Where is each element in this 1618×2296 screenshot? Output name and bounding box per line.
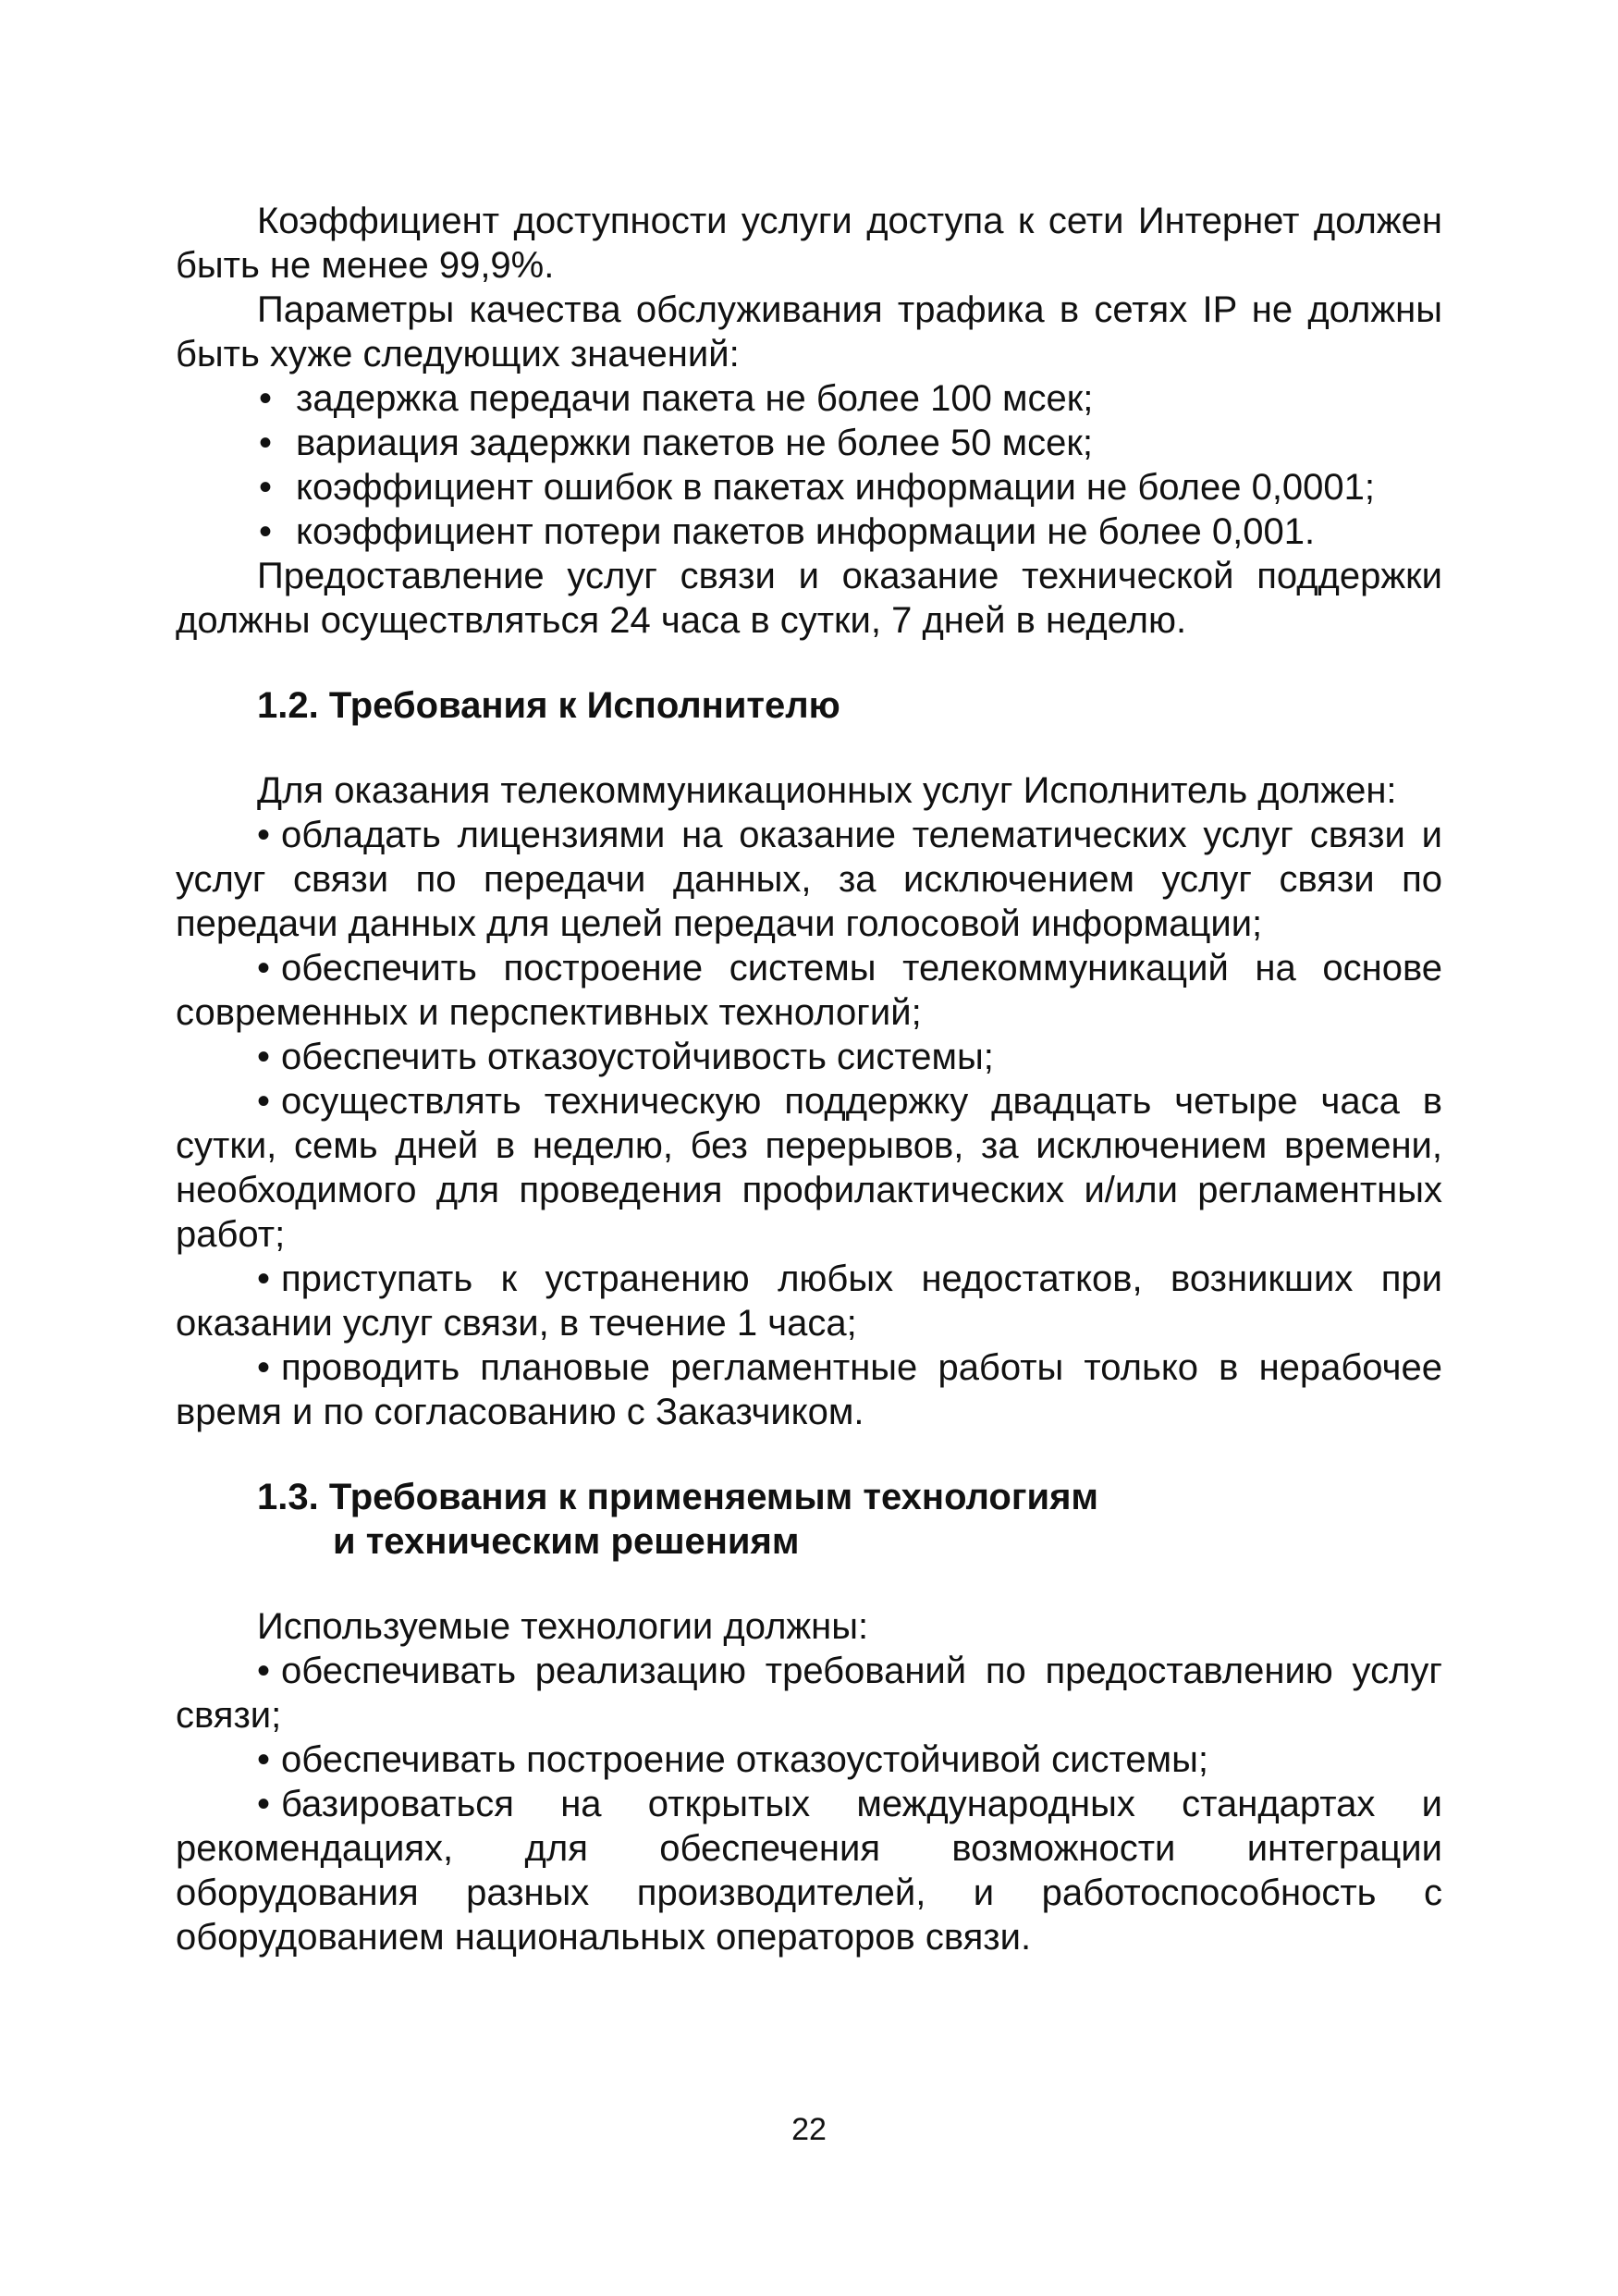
contractor-lead-paragraph: Для оказания телекоммуникационных услуг Исполнитель должен: xyxy=(257,770,1397,811)
list-item: • обеспечивать построение отказоустойчивой системы; xyxy=(257,1739,1208,1780)
list-item: • вариация задержки пакетов не более 50 мсек; xyxy=(257,421,1442,465)
support-paragraph: Предоставление услуг связи и оказание технической поддержки должны осуществляться 24 часа в сутки, 7 дней в неделю. xyxy=(176,556,1442,641)
list-item: • коэффициент потери пакетов информации не более 0,001. xyxy=(257,510,1442,554)
section-heading-1-2: 1.2. Требования к Исполнителю xyxy=(257,685,840,726)
list-item: • обеспечить построение системы телекоммуникаций на основе современных и перспективных технологий; xyxy=(176,948,1442,1033)
qos-list xyxy=(176,376,1442,554)
contractor-requirements-list xyxy=(176,813,1442,1434)
list-item: • проводить плановые регламентные работы только в нерабочее время и по согласованию с Заказчиком. xyxy=(176,1347,1442,1432)
technology-lead-paragraph: Используемые технологии должны: xyxy=(257,1606,869,1647)
list-item: • приступать к устранению любых недостатков, возникших при оказании услуг связи, в течение 1 часа; xyxy=(176,1259,1442,1344)
qos-lead-paragraph: Параметры качества обслуживания трафика в сетях IP не должны быть хуже следующих значений: xyxy=(176,289,1442,374)
page-number: 22 xyxy=(791,2112,827,2147)
technology-requirements-list xyxy=(176,1649,1442,1959)
list-item: • базироваться на открытых международных стандартах и рекомендациях, для обеспечения возможности интеграции оборудования разных производителей, и работоспособность с оборудованием национальных операторов связи. xyxy=(176,1784,1442,1958)
document-page xyxy=(176,199,1442,1959)
list-item: • коэффициент ошибок в пакетах информации не более 0,0001; xyxy=(257,465,1442,510)
list-item: • обладать лицензиями на оказание телематических услуг связи и услуг связи по передачи данных, за исключением услуг связи по передачи данных для целей передачи голосовой информации; xyxy=(176,815,1442,944)
list-item: • осуществлять техническую поддержку двадцать четыре часа в сутки, семь дней в неделю, без перерывов, за исключением времени, необходимого для проведения профилактических и/или регламентных работ; xyxy=(176,1081,1442,1255)
list-item: • обеспечить отказоустойчивость системы; xyxy=(257,1037,994,1077)
section-heading-1-3: 1.3. Требования к применяемым технологиям и техническим решениям xyxy=(257,1477,1099,1562)
list-item: • задержка передачи пакета не более 100 мсек; xyxy=(257,376,1442,421)
availability-paragraph: Коэффициент доступности услуги доступа к сети Интернет должен быть не менее 99,9%. xyxy=(176,201,1442,286)
list-item: • обеспечивать реализацию требований по предоставлению услуг связи; xyxy=(176,1651,1442,1736)
